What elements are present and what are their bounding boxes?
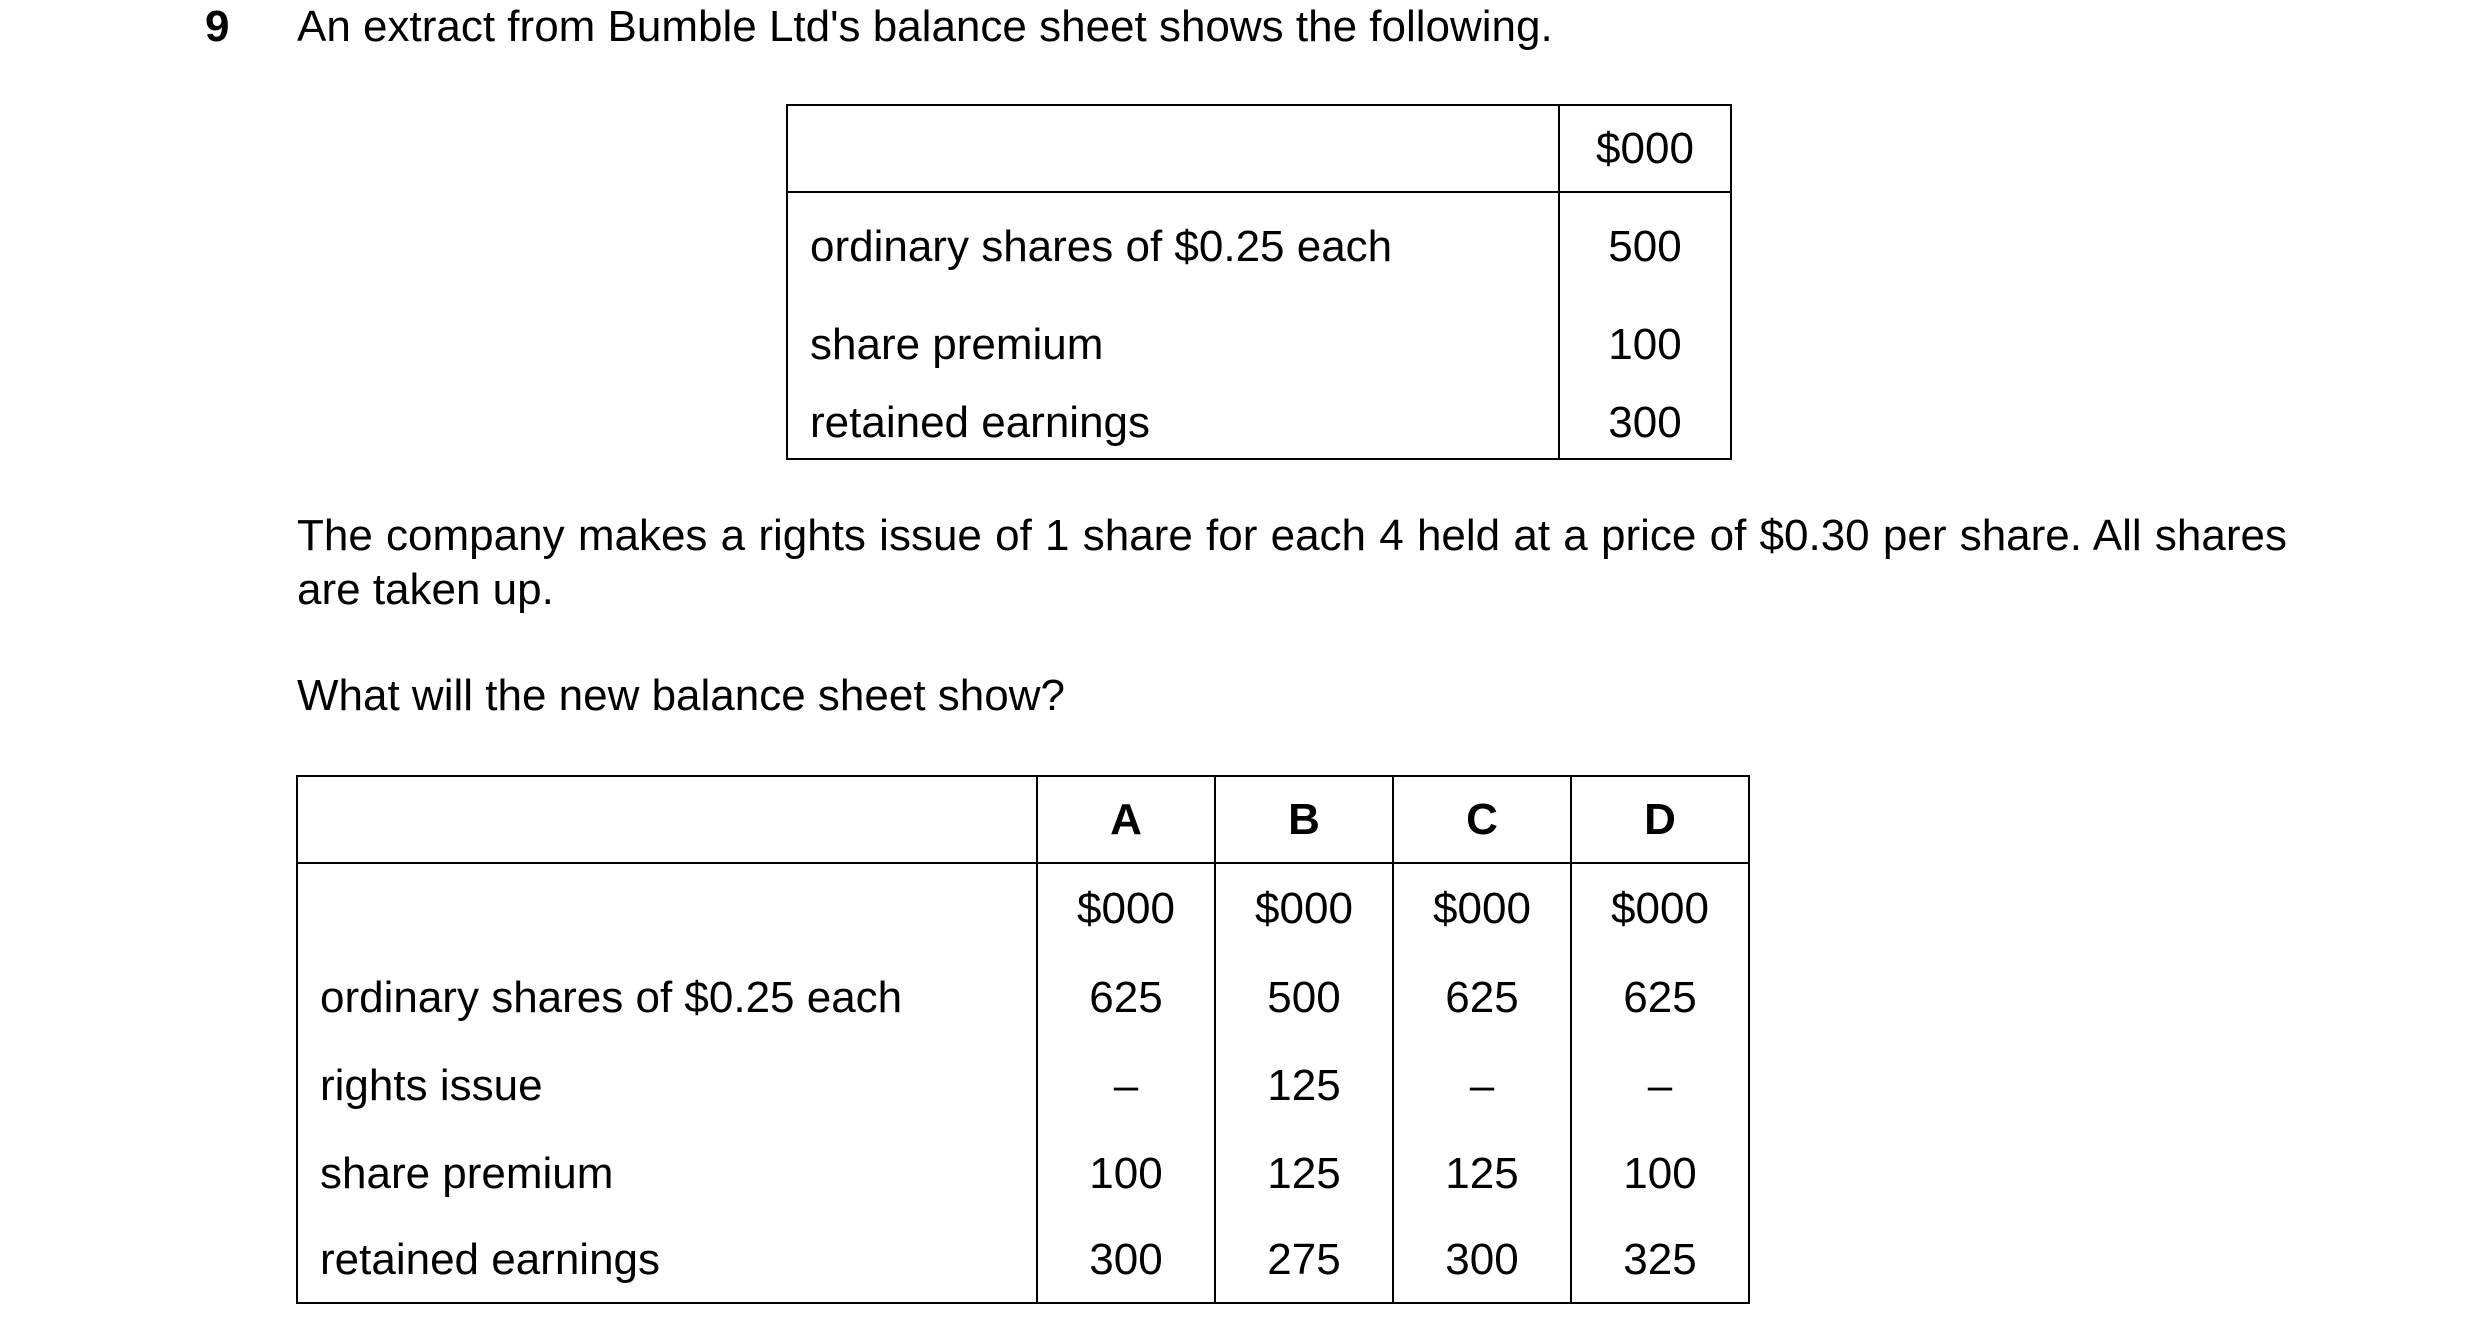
rights-issue-paragraph: The company makes a rights issue of 1 share for each 4 held at a price of $0.30 per share. All shares are taken up. (297, 511, 2287, 614)
row-label: retained earnings (810, 398, 1151, 447)
option-a-header: A (1037, 776, 1215, 863)
balance-sheet-extract-table (786, 104, 1732, 460)
question-prompt: What will the new balance sheet show? (297, 671, 1065, 720)
cell-value: 125 (1215, 1042, 1393, 1130)
cell-value: 100 (1037, 1130, 1215, 1218)
cell-value: 625 (1571, 954, 1749, 1042)
options-header-blank (297, 776, 1037, 863)
answer-options-table (296, 775, 1750, 1304)
extract-header-blank (787, 105, 1559, 192)
option-d-header: D (1571, 776, 1749, 863)
cell-value: – (1037, 1042, 1215, 1130)
cell-value: 625 (1037, 954, 1215, 1042)
unit-cell: $000 (1393, 863, 1571, 954)
cell-value: 500 (1215, 954, 1393, 1042)
cell-value: 125 (1393, 1130, 1571, 1218)
row-value: 500 (1559, 192, 1731, 301)
row-label: rights issue (320, 1061, 543, 1110)
row-label: retained earnings (320, 1235, 661, 1284)
cell-value: – (1571, 1042, 1749, 1130)
question-intro: An extract from Bumble Ltd's balance sheet shows the following. (297, 2, 1553, 51)
row-label: share premium (320, 1149, 614, 1198)
unit-cell: $000 (1037, 863, 1215, 954)
table-row (787, 388, 1731, 459)
units-row-blank (297, 863, 1037, 954)
options-header-row (297, 776, 1749, 863)
row-label: share premium (810, 319, 1104, 369)
cell-value: 625 (1393, 954, 1571, 1042)
table-row (297, 954, 1749, 1042)
cell-value: – (1393, 1042, 1571, 1130)
extract-unit-header: $000 (1559, 105, 1731, 192)
extract-header-row (787, 105, 1731, 192)
table-row (787, 301, 1731, 388)
table-row (297, 1130, 1749, 1218)
cell-value: 125 (1215, 1130, 1393, 1218)
cell-value: 325 (1571, 1218, 1749, 1303)
row-value: 100 (1559, 301, 1731, 388)
table-row (787, 192, 1731, 301)
question-number: 9 (205, 2, 230, 51)
row-value: 300 (1559, 388, 1731, 459)
unit-cell: $000 (1215, 863, 1393, 954)
option-c-header: C (1393, 776, 1571, 863)
row-label: ordinary shares of $0.25 each (320, 973, 903, 1022)
cell-value: 300 (1393, 1218, 1571, 1303)
cell-value: 300 (1037, 1218, 1215, 1303)
cell-value: 100 (1571, 1130, 1749, 1218)
table-row (297, 1218, 1749, 1303)
option-b-header: B (1215, 776, 1393, 863)
row-label: ordinary shares of $0.25 each (810, 222, 1393, 271)
unit-cell: $000 (1571, 863, 1749, 954)
cell-value: 275 (1215, 1218, 1393, 1303)
units-row (297, 863, 1749, 954)
table-row (297, 1042, 1749, 1130)
